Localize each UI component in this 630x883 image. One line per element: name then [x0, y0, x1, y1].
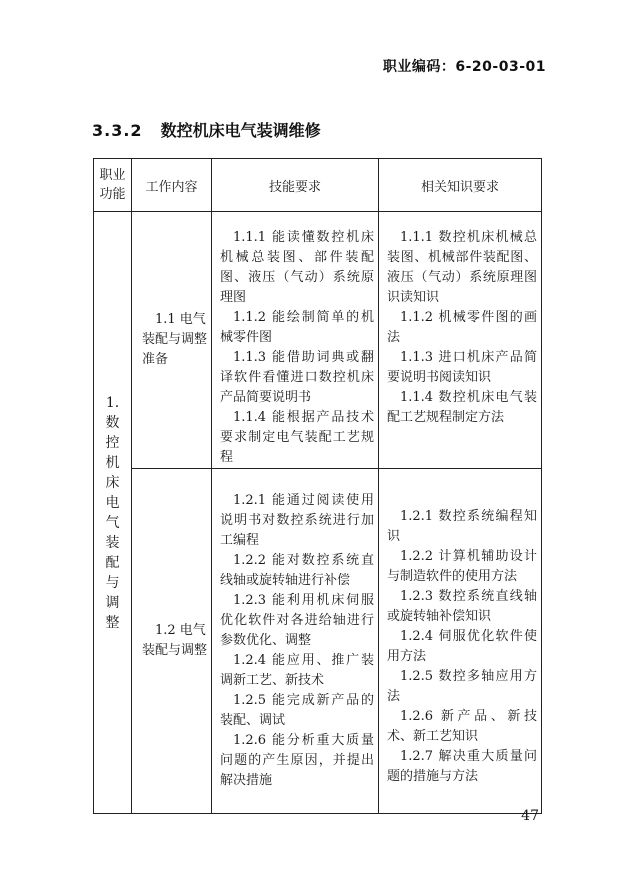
section-heading	[92, 118, 321, 141]
knowledge-item: 1.2.7 解决重大质量问题的措施与方法	[387, 749, 537, 784]
skill-item: 1.2.6 能分析重大质量问题的产生原因，并提出解决措施	[220, 733, 374, 788]
skill-item: 1.1.3 能借助词典或翻译软件看懂进口数控机床产品简要说明书	[220, 350, 374, 405]
knowledge-item: 1.2.5 数控多轴应用方法	[387, 669, 537, 704]
function-name: 数控机床电气装配与调整	[105, 414, 120, 631]
knowledge-item: 1.1.3 进口机床产品简要说明书阅读知识	[387, 350, 537, 385]
header-function-line2: 功能	[99, 187, 126, 202]
knowledge-item: 1.2.1 数控系统编程知识	[387, 509, 537, 544]
skill-item: 1.2.4 能应用、推广装调新工艺、新技术	[220, 653, 374, 688]
skills-cell	[212, 469, 379, 814]
header-function	[94, 159, 132, 212]
table-header-row	[94, 159, 542, 212]
work-content-line: 1.1 电气	[155, 312, 206, 327]
function-number: 1.	[105, 394, 120, 411]
knowledge-item: 1.2.4 伺服优化软件使用方法	[387, 629, 537, 664]
knowledge-item: 1.2.3 数控系统直线轴或旋转轴补偿知识	[387, 589, 537, 624]
section-title: 数控机床电气装调维修	[160, 121, 321, 140]
skills-table	[93, 158, 542, 814]
work-content-line: 准备	[142, 352, 169, 367]
knowledge-item: 1.1.2 机械零件图的画法	[387, 310, 537, 345]
header-skills: 技能要求	[212, 159, 379, 212]
skill-item: 1.2.2 能对数控系统直线轴或旋转轴进行补偿	[220, 553, 374, 588]
section-number: 3.3.2	[92, 121, 143, 140]
knowledge-cell	[379, 469, 542, 814]
skill-item: 1.2.1 能通过阅读使用说明书对数控系统进行加工编程	[220, 493, 374, 548]
header-knowledge: 相关知识要求	[379, 159, 542, 212]
table-row	[94, 469, 542, 814]
function-cell	[94, 212, 132, 814]
work-content-cell	[132, 469, 212, 814]
skill-item: 1.1.2 能绘制简单的机械零件图	[220, 310, 374, 345]
skill-item: 1.1.1 能读懂数控机床机械总装图、部件装配图、液压（气动）系统原理图	[220, 230, 374, 305]
skill-item: 1.1.4 能根据产品技术要求制定电气装配工艺规程	[220, 410, 374, 465]
skill-item: 1.2.3 能利用机床伺服优化软件对各进给轴进行参数优化、调整	[220, 593, 374, 648]
skill-item: 1.2.5 能完成新产品的装配、调试	[220, 693, 374, 728]
header-function-line1: 职业	[99, 168, 126, 183]
table-row	[94, 212, 542, 469]
work-content-cell	[132, 212, 212, 469]
skills-cell	[212, 212, 379, 469]
header-work-content: 工作内容	[132, 159, 212, 212]
knowledge-item: 1.2.6 新产品、新技术、新工艺知识	[387, 709, 537, 744]
knowledge-item: 1.1.4 数控机床电气装配工艺规程制定方法	[387, 390, 537, 425]
knowledge-item: 1.1.1 数控机床机械总装图、机械部件装配图、液压（气动）系统原理图识读知识	[387, 230, 537, 305]
work-content-line: 装配与调整	[142, 643, 208, 658]
work-content-line: 1.2 电气	[155, 623, 206, 638]
knowledge-cell	[379, 212, 542, 469]
page-number: 47	[521, 808, 539, 824]
occupation-code: 职业编码：6-20-03-01	[382, 59, 546, 75]
knowledge-item: 1.2.2 计算机辅助设计与制造软件的使用方法	[387, 549, 537, 584]
work-content-line: 装配与调整	[142, 332, 208, 347]
